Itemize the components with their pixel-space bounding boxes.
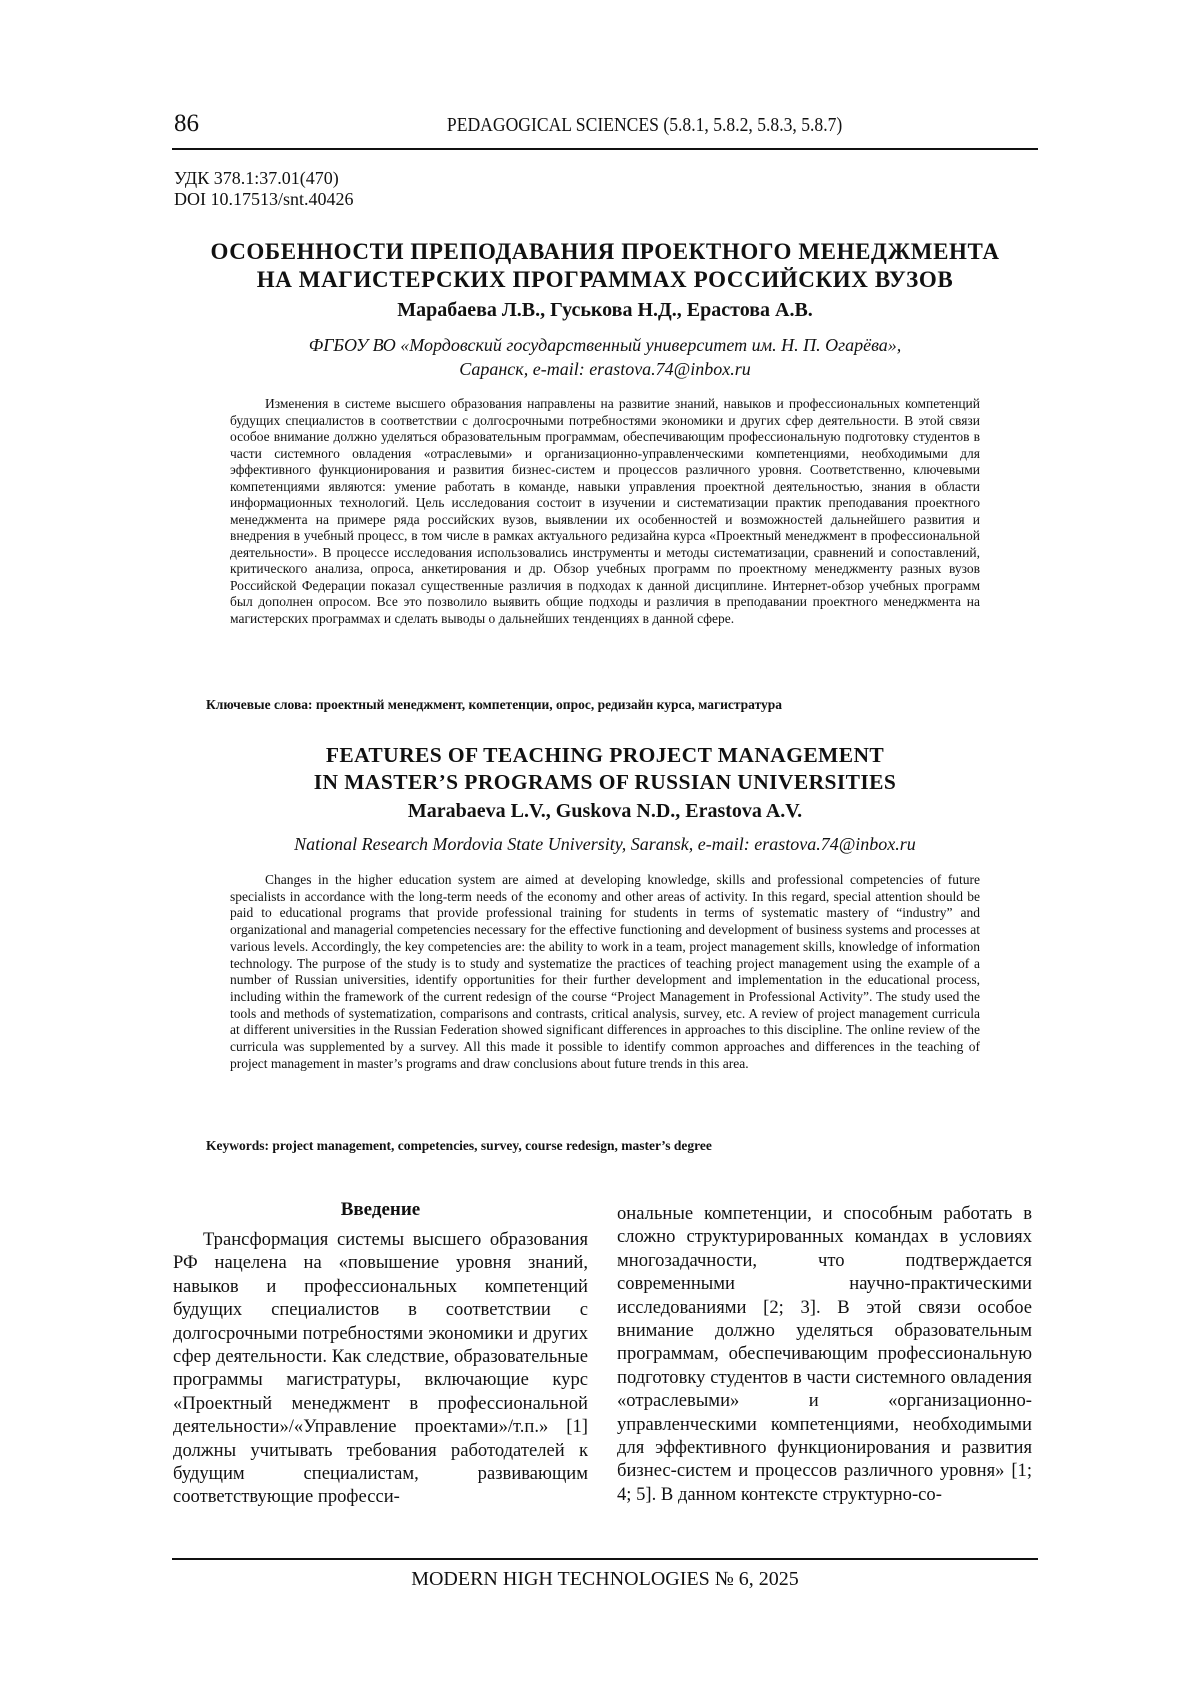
title-english-line1: FEATURES OF TEACHING PROJECT MANAGEMENT: [325, 743, 885, 767]
body-paragraph-continued: ональные компетенции, и способным работать в сложно структурированных командах в условиях многозадачности, что подтверждается современными научно-практическими исследованиями [2; 3]. В этой связи особое внимание должно уделяться образовательным программам, обеспечивающим профессиональную подготовку студентов в части системного овладения «отраслевыми» и «организационно-управленческими компетенциями, необходимыми для эффективного функционирования и развития бизнес-систем и процессов различного уровня» [1; 4; 5]. В данном контексте структурно-со-: [617, 1203, 1032, 1505]
title-english-line2: IN MASTER’S PROGRAMS OF RUSSIAN UNIVERSITIES: [313, 770, 897, 794]
affiliation-english: National Research Mordovia State University, Saransk, e-mail: erastova.74@inbox.ru: [294, 834, 916, 854]
title-russian-line1: ОСОБЕННОСТИ ПРЕПОДАВАНИЯ ПРОЕКТНОГО МЕНЕДЖМЕНТА: [210, 239, 1000, 264]
affiliation-russian: [172, 333, 1038, 381]
body-column-left: [173, 1198, 588, 1509]
title-english: [172, 742, 1038, 796]
affiliation-russian-line1: ФГБОУ ВО «Мордовский государственный университет им. Н. П. Огарёва»,: [308, 335, 902, 355]
running-footer: MODERN HIGH TECHNOLOGIES № 6, 2025: [172, 1558, 1038, 1591]
authors-english: Marabaeva L.V., Guskova N.D., Erastova A.V.: [407, 800, 803, 822]
body-column-right: [617, 1202, 1032, 1506]
authors-russian: Марабаева Л.В., Гуськова Н.Д., Ерастова А.В.: [397, 299, 813, 321]
abstract-english: Changes in the higher education system are aimed at developing knowledge, skills and professional competencies of future specialists in accordance with the long-term needs of the economy and other areas of activity. In this regard, special attention should be paid to educational programs that provide professional training for students in terms of systematic mastery of “industry” and organizational and managerial competencies necessary for the effective functioning and development of business systems and processes at various levels. Accordingly, the key competencies are: the ability to work in a team, project management skills, knowledge of information technology. The purpose of the study is to study and systematize the practices of teaching project management using the example of a number of Russian universities, identify opportunities for their further development and implementation in the educational process, including within the framework of the current redesign of the course “Project Management in Professional Activity”. The study used the tools and methods of systematization, comparisons and contrasts, critical analysis, survey, etc. A review of project management curricula at different universities in the Russian Federation showed significant differences in approaches to this discipline. The online review of the curricula was supplemented by a survey. All this made it possible to identify common approaches and differences in the teaching of project management in master’s programs and draw conclusions about future trends in this area.: [230, 872, 980, 1071]
abstract-russian: Изменения в системе высшего образования направлены на развитие знаний, навыков и профессиональных компетенций будущих специалистов в соответствии с долгосрочными потребностями экономики и других сфер деятельности. В этой связи особое внимание должно уделяться образовательным программам, обеспечивающим профессиональную подготовку студентов в части системного овладения «отраслевыми» и организационно-управленческими компетенциями, необходимыми для эффективного функционирования и развития бизнес-систем и процессов различного уровня. Соответственно, ключевыми компетенциями являются: умение работать в команде, навыки управления проектной деятельностью, знания в области информационных технологий. Цель исследования состоит в изучении и систематизации практик преподавания проектного менеджмента на примере ряда российских вузов, выявлении их особенностей и возможностей дальнейшего развития и внедрения в учебный процесс, в том числе в рамках актуального редизайна курса «Проектный менеджмент в профессиональной деятельности». В процессе исследования использовались инструменты и методы систематизации, сравнений и сопоставлений, критического анализа, опроса, анкетирования и др. Обзор учебных программ по проектному менеджменту разных вузов Российской Федерации показал существенные различия в подходах к данной дисциплине. Интернет-обзор учебных программ был дополнен опросом. Все это позволило выявить общие подходы и различия в преподавании проектного менеджмента на магистерских программах и сделать выводы о дальнейших тенденциях в данной сфере.: [230, 396, 980, 626]
keywords-english: Keywords: project management, competencies, survey, course redesign, master’s degree: [206, 1138, 712, 1153]
keywords-russian: Ключевые слова: проектный менеджмент, компетенции, опрос, редизайн курса, магистратура: [206, 697, 783, 712]
udc-code: УДК 378.1:37.01(470): [174, 168, 339, 188]
journal-section: PEDAGOGICAL SCIENCES (5.8.1, 5.8.2, 5.8.3, 5.8.7): [446, 114, 842, 136]
article-identifiers: [174, 168, 354, 210]
title-russian: [172, 238, 1038, 294]
body-paragraph: Трансформация системы высшего образования РФ нацелена на «повышение уровня знаний, навыков и профессиональных компетенций будущих специалистов в соответствии с долгосрочными потребностями экономики и других сфер деятельности. Как следствие, образовательные программы магистратуры, включающие курс «Проектный менеджмент в профессиональной деятельности»/«Управление проектами»/т.п.» [1] должны учитывать требования работодателей к будущим специалистам, развивающим соответствующие професси-: [173, 1229, 588, 1508]
page-number: 86: [174, 110, 199, 137]
title-russian-line2: НА МАГИСТЕРСКИХ ПРОГРАММАХ РОССИЙСКИХ ВУЗОВ: [256, 267, 954, 292]
doi: DOI 10.17513/snt.40426: [174, 189, 354, 209]
affiliation-russian-line2: Саранск, e-mail: erastova.74@inbox.ru: [459, 359, 751, 379]
running-header: [172, 108, 1038, 150]
section-heading-introduction: Введение: [340, 1199, 421, 1220]
